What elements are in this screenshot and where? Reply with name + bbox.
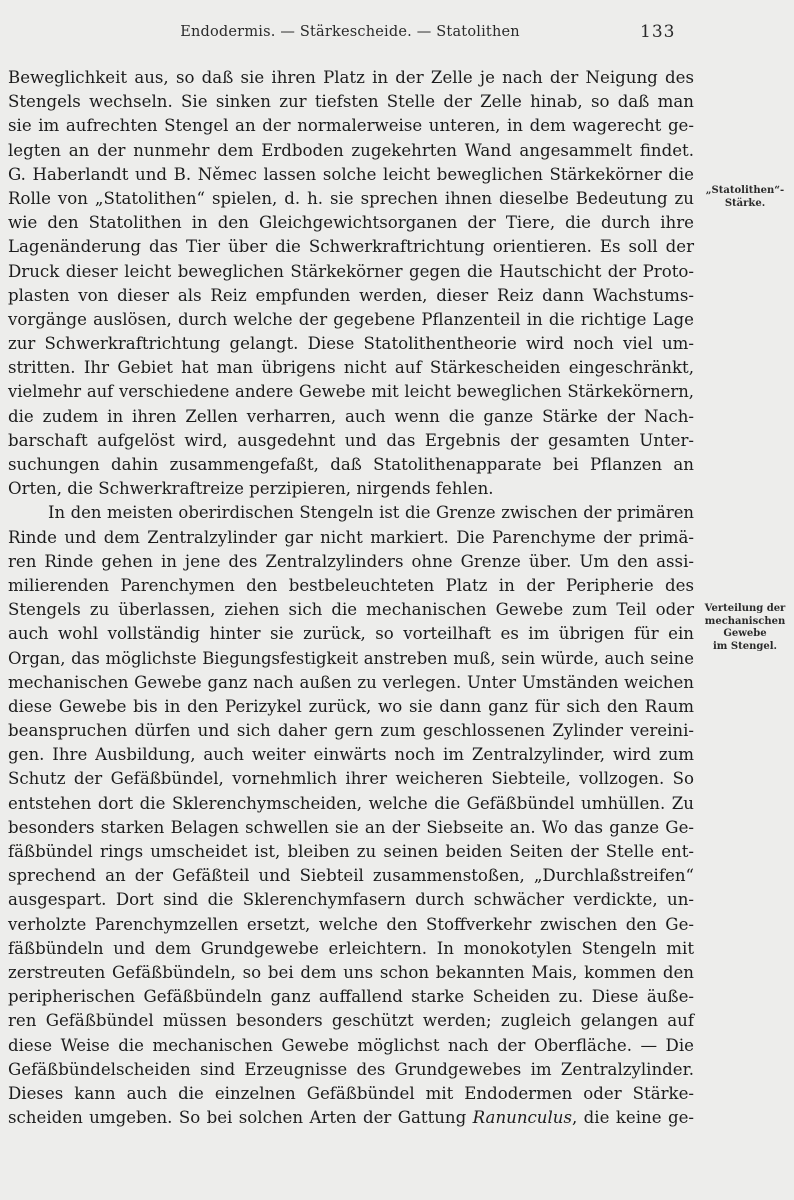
margin-note-mechanische-gewebe [700,603,790,653]
text-line: sprechend an der Gefäßteil und Siebteil zusammenstoßen, „Durchlaßstreifen“ [8,866,694,886]
text-line: Dieses kann auch die einzelnen Gefäßbündel mit Endodermen oder Stärke- [8,1083,694,1103]
margin-note-line: Gewebe [723,628,767,639]
text-segment: , die keine ge- [572,1108,694,1128]
body-text [8,66,694,1130]
text-line: verholzte Parenchymzellen ersetzt, welche den Stoffverkehr zwischen den Ge- [8,914,694,934]
text-line: barschaft aufgelöst wird, ausgedehnt und das Ergebnis der gesamten Unter- [8,430,694,450]
text-line: ren Gefäßbündel müssen besonders geschützt werden; zugleich gelangen auf [8,1011,694,1031]
paragraph-start-line: In den meisten oberirdischen Stengeln ist die Grenze zwischen der primären [48,503,694,523]
text-line: vielmehr auf verschiedene andere Gewebe mit leicht beweglichen Stärkekörnern, [8,382,694,402]
text-line: zur Schwerkraftrichtung gelangt. Diese Statolithentheorie wird noch viel um- [8,334,694,354]
text-line: besonders starken Belagen schwellen sie an der Siebseite an. Wo das ganze Ge- [8,817,694,837]
text-line: gen. Ihre Ausbildung, auch weiter einwärts noch im Zentralzylinder, wird zum [8,745,694,765]
margin-note-line: Verteilung der [704,603,786,614]
margin-note-line: mechanischen [704,615,786,627]
text-line: fäßbündeln und dem Grundgewebe erleichtern. In monokotylen Stengeln mit [8,938,694,958]
running-header: Endodermis. — Stärkescheide. — Statolithen [180,24,520,40]
text-line: sie im aufrechten Stengel an der normalerweise unteren, in dem wagerecht ge- [8,116,694,136]
text-line: peripherischen Gefäßbündeln ganz auffallend starke Scheiden zu. Diese äuße- [8,987,694,1007]
text-line: entstehen dort die Sklerenchymscheiden, welche die Gefäßbündel umhüllen. Zu [8,793,694,813]
text-line: Rolle von „Statolithen“ spielen, d. h. sie sprechen ihnen dieselbe Bedeutung zu [8,188,694,208]
text-line: wie den Statolithen in den Gleichgewichtsorganen der Tiere, die durch ihre [8,213,694,233]
text-line: vorgänge auslösen, durch welche der gegebene Pflanzenteil in die richtige Lage [8,309,694,329]
page-number: 133 [640,22,676,42]
text-line: suchungen dahin zusammengefaßt, daß Statolithenapparate bei Pflanzen an [8,455,694,474]
text-line: plasten von dieser als Reiz empfunden werden, dieser Reiz dann Wachstums- [8,285,694,305]
text-line: Stengels wechseln. Sie sinken zur tiefsten Stelle der Zelle hinab, so daß man [8,92,694,112]
text-line: Rinde und dem Zentralzylinder gar nicht markiert. Die Parenchyme der primä- [8,527,694,547]
text-line-with-italic [8,1106,694,1130]
text-line: diese Weise die mechanischen Gewebe möglichst nach der Oberfläche. — Die [8,1035,694,1055]
text-line: mechanischen Gewebe ganz nach außen zu verlegen. Unter Umständen weichen [8,672,694,692]
text-line: Lagenänderung das Tier über die Schwerkraftrichtung orientieren. Es soll der [8,237,694,257]
text-segment: scheiden umgeben. So bei solchen Arten der Gattung [8,1108,467,1128]
genus-name: Ranunculus [472,1108,572,1128]
text-line: die zudem in ihren Zellen verharren, auch wenn die ganze Stärke der Nach- [8,406,694,426]
text-line: beanspruchen dürfen und sich daher gern zum geschlossenen Zylinder vereini- [8,721,694,741]
text-line: ausgespart. Dort sind die Sklerenchymfasern durch schwächer verdickte, un- [8,890,694,910]
text-line: Beweglichkeit aus, so daß sie ihren Platz in der Zelle je nach der Neigung des [8,68,694,87]
text-line: Stengels zu überlassen, ziehen sich die mechanischen Gewebe zum Teil oder [8,600,694,620]
text-line: zerstreuten Gefäßbündeln, so bei dem uns schon bekannten Mais, kommen den [8,962,694,982]
margin-note-line: „Statolithen“- [705,185,785,196]
text-line: legten an der nunmehr dem Erdboden zugekehrten Wand angesammelt findet. [8,140,694,160]
text-line: stritten. Ihr Gebiet hat man übrigens nicht auf Stärkescheiden eingeschränkt, [8,358,694,378]
margin-note-line: Stärke. [724,197,766,209]
text-line: Druck dieser leicht beweglichen Stärkekörner gegen die Hautschicht der Proto- [8,261,694,281]
text-line: fäßbündel rings umscheidet ist, bleiben zu seinen beiden Seiten der Stelle ent- [8,842,694,861]
margin-note-statolithen [700,185,790,210]
margin-note-line: im Stengel. [713,640,777,652]
text-line: Gefäßbündelscheiden sind Erzeugnisse des Grundgewebes im Zentralzylinder. [8,1059,694,1079]
text-line: auch wohl vollständig hinter sie zurück, so vorteilhaft es im übrigen für ein [8,624,694,644]
text-line: diese Gewebe bis in den Perizykel zurück, wo sie dann ganz für sich den Raum [8,696,694,716]
text-line: ren Rinde gehen in jene des Zentralzylinders ohne Grenze über. Um den assi- [8,551,694,571]
text-line: milierenden Parenchymen den bestbeleuchteten Platz in der Peripherie des [8,575,694,595]
text-line: Organ, das möglichste Biegungsfestigkeit anstreben muß, sein würde, auch seine [8,648,694,668]
text-line: Schutz der Gefäßbündel, vornehmlich ihrer weicheren Siebteile, vollzogen. So [8,769,694,789]
text-line: G. Haberlandt und B. Němec lassen solche leicht beweglichen Stärkekörner die [8,164,694,184]
paragraph-end-line: Orten, die Schwerkraftreize perzipieren, nirgends fehlen. [8,479,494,499]
